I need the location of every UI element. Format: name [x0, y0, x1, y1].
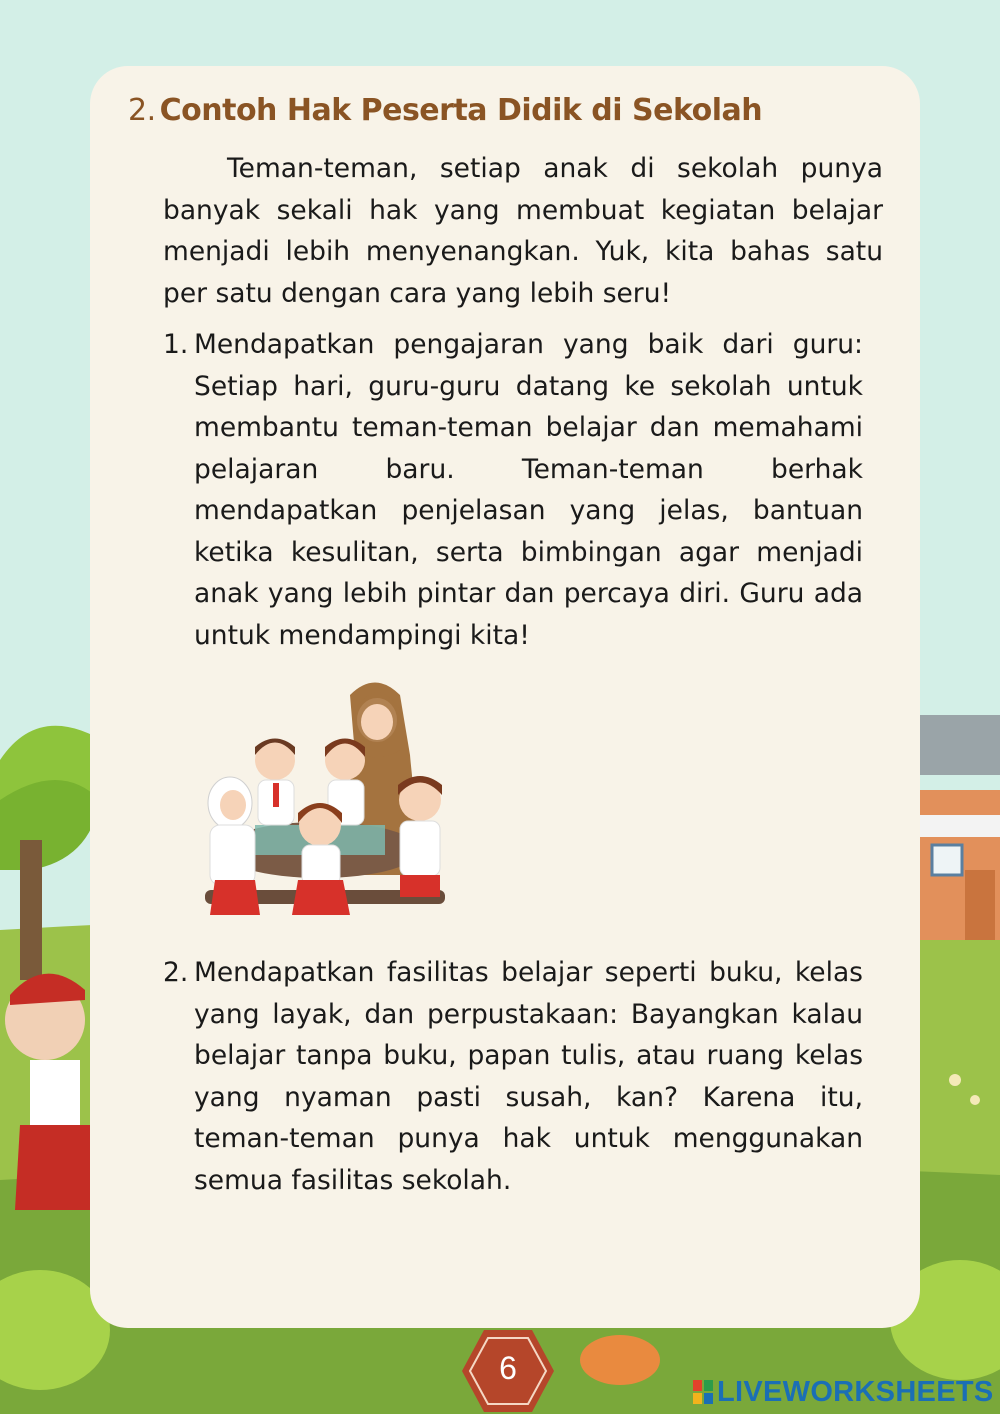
intro-paragraph: Teman-teman, setiap anak di sekolah punya banyak sekali hak yang membuat kegiatan belajar menjadi lebih menyenangkan. Yuk, kita bahas satu per satu dengan cara yang lebih seru!: [163, 153, 883, 309]
section-number: 2.: [128, 93, 156, 128]
section-heading: [128, 93, 762, 128]
list-item: [163, 952, 863, 1201]
list-item-text: Mendapatkan fasilitas belajar seperti buku, kelas yang layak, dan perpustakaan: Bayangkan kalau belajar tanpa buku, papan tulis, atau ruang kelas yang nyaman pasti susah, kan? Karena itu, teman-teman punya hak untuk menggunakan semua fasilitas sekolah.: [194, 957, 863, 1196]
liveworksheets-brand[interactable]: [692, 1374, 994, 1410]
list-item: [163, 324, 863, 656]
brand-name: LIVEWORKSHEETS: [717, 1375, 994, 1408]
liveworksheets-logo-icon: [692, 1379, 714, 1405]
list-item-number: 2.: [163, 957, 189, 988]
teacher-and-students-icon: [195, 675, 455, 945]
list-item-number: 1.: [163, 329, 189, 360]
list-item-text: Mendapatkan pengajaran yang baik dari guru: Setiap hari, guru-guru datang ke sekolah untuk membantu teman-teman belajar dan memahami pelajaran baru. Teman-teman berhak mendapatkan penjelasan yang jelas, bantuan ketika kesulitan, serta bimbingan agar menjadi anak yang lebih pintar dan percaya diri. Guru ada untuk mendampingi kita!: [194, 329, 863, 651]
section-title: Contoh Hak Peserta Didik di Sekolah: [159, 93, 763, 128]
page-number: 6: [499, 1350, 517, 1386]
